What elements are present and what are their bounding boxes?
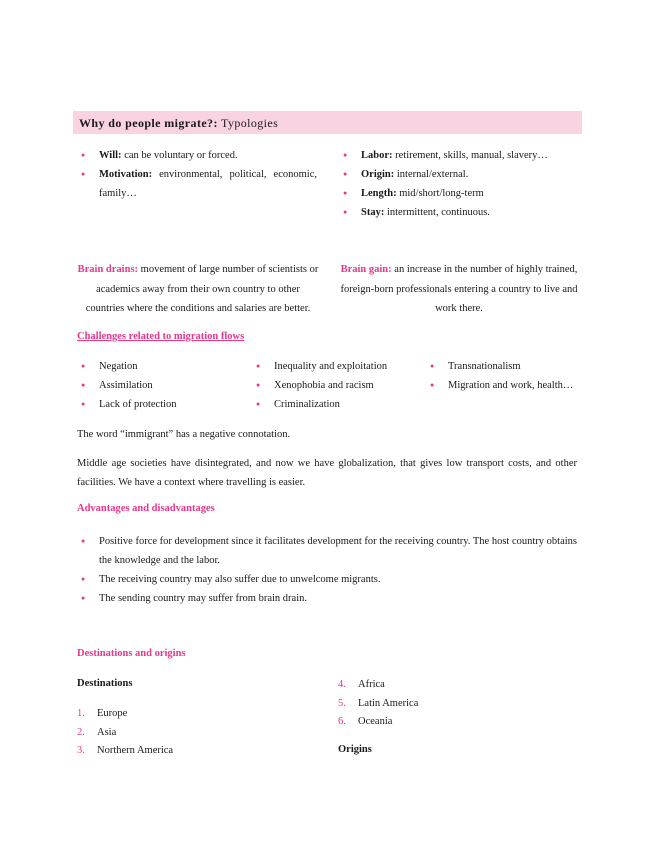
list-item: ● Negation [77, 357, 247, 376]
section-title-bold: Why do people migrate?: [79, 116, 218, 130]
list-item: ● Length: mid/short/long-term [339, 184, 579, 203]
paragraph-globalization: Middle age societies have disintegrated, and now we have globalization, that gives low transport costs, and other facilities. We have a context where travelling is easier. [77, 458, 577, 488]
brain-drain-text: movement of large number of scientists or academics away from their own country to other countries where the conditions and salaries are better. [85, 264, 319, 314]
brain-drain-definition [77, 260, 319, 319]
list-item: 2. Asia [77, 726, 117, 738]
list-item: 6. Oceania [338, 716, 393, 727]
section-header [73, 111, 582, 134]
list-item: ● Stay: intermittent, continuous. [339, 203, 579, 222]
list-item: ● Labor: retirement, skills, manual, slavery… [339, 146, 579, 165]
list-item: ● Assimilation [77, 376, 247, 395]
destinations-list-right [338, 676, 558, 732]
list-item: 1. Europe [77, 708, 128, 719]
challenges-col3 [426, 357, 586, 395]
list-item: 3. Northern America [77, 745, 174, 756]
challenges-col1 [77, 357, 247, 414]
list-item: 5. Latin America [338, 697, 419, 709]
paragraph-immigrant: The word “immigrant” has a negative connotation. [77, 429, 291, 440]
brain-gain-term: Brain gain: [340, 264, 392, 275]
destinations-heading: Destinations and origins [77, 648, 186, 659]
advantages-heading: Advantages and disadvantages [77, 503, 215, 514]
origins-subheading: Origins [338, 744, 372, 755]
advantages-list [77, 532, 577, 608]
list-item: ● Migration and work, health… [426, 376, 586, 395]
list-item: ● Lack of protection [77, 395, 247, 414]
challenges-heading: Challenges related to migration flows [77, 331, 245, 342]
challenges-col2 [252, 357, 427, 414]
brain-drain-term: Brain drains: [77, 264, 139, 275]
section-title-rest: Typologies [221, 116, 279, 130]
list-item: ● Transnationalism [426, 357, 586, 376]
list-item: ● Xenophobia and racism [252, 376, 427, 395]
list-item: ● Origin: internal/external. [339, 165, 579, 184]
list-item: 4. Africa [338, 679, 385, 690]
list-item: ● Will: can be voluntary or forced. [77, 146, 317, 165]
list-item: ● Criminalization [252, 395, 427, 414]
brain-gain-text: an increase in the number of highly trained, foreign-born professionals entering a country to live and work there. [340, 264, 578, 314]
destinations-subheading: Destinations [77, 678, 133, 689]
typologies-left-list [77, 146, 317, 203]
list-item: ● Motivation: environmental, political, economic, family… [77, 165, 317, 203]
list-item: ● The receiving country may also suffer due to unwelcome migrants. [77, 570, 577, 589]
typologies-right-list [339, 146, 579, 222]
brain-gain-definition [336, 260, 582, 319]
list-item: ● Inequality and exploitation [252, 357, 427, 376]
list-item: ● Positive force for development since it facilitates development for the receiving country. The host country obtains the knowledge and the labor. [77, 532, 577, 570]
list-item: ● The sending country may suffer from brain drain. [77, 589, 577, 608]
destinations-list-left [77, 705, 297, 761]
